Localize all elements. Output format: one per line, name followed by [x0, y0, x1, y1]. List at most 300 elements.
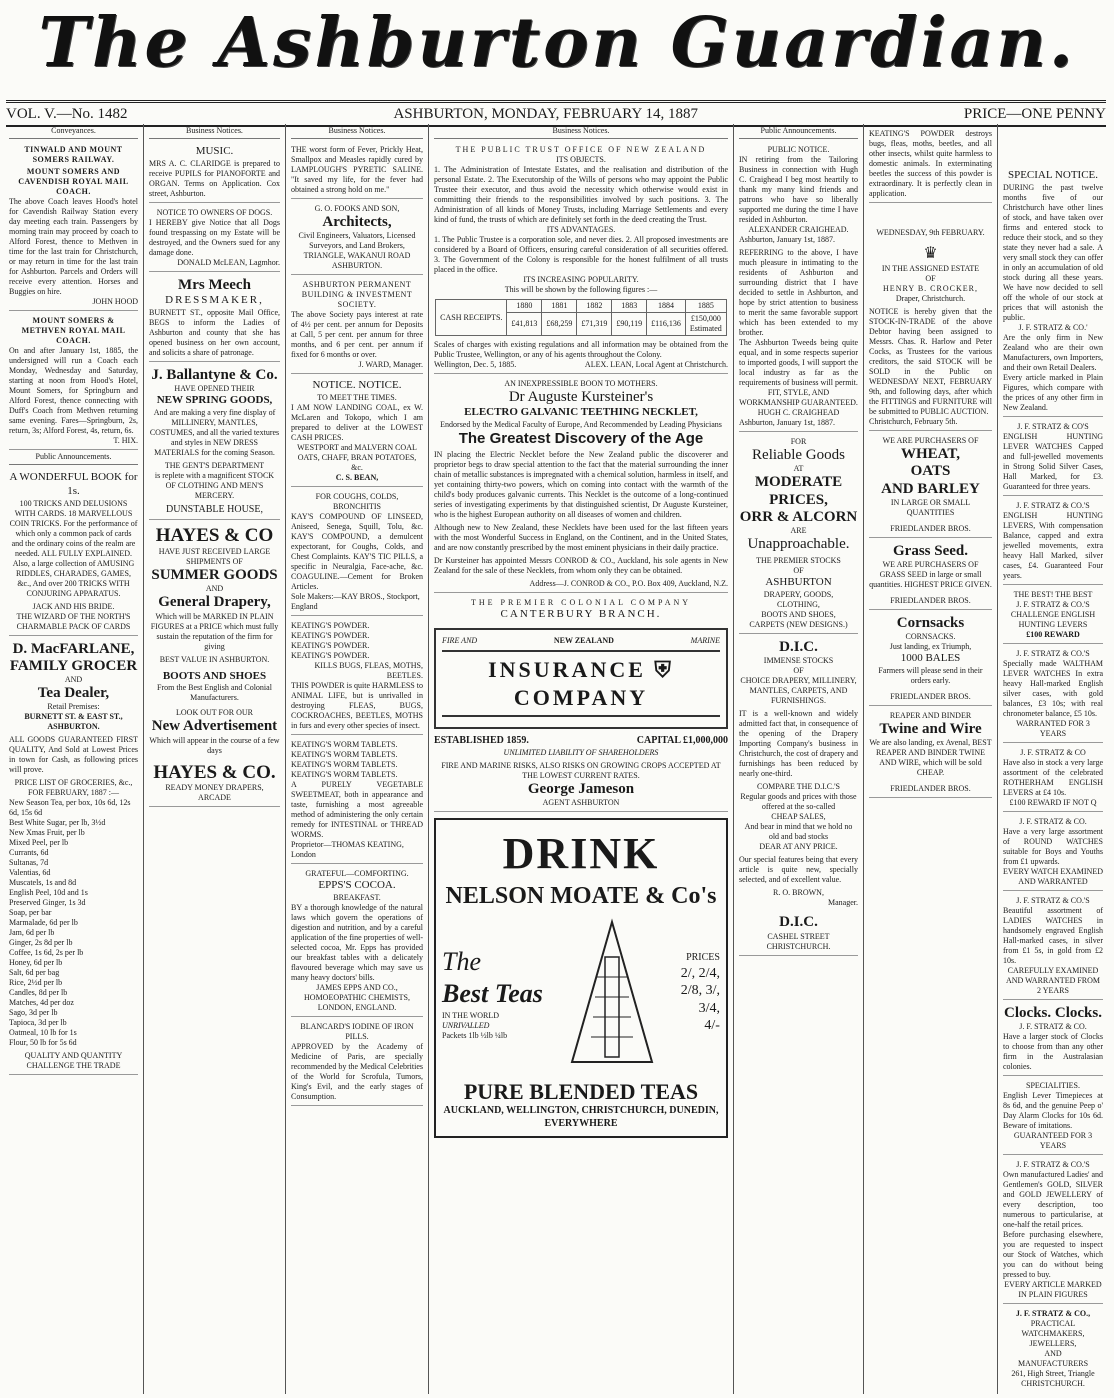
table-value: £116,136: [647, 313, 686, 336]
tea-everywhere: EVERYWHERE: [544, 1117, 618, 1129]
table-year: 1885: [685, 300, 726, 313]
tea-pure: PURE BLENDED TEAS: [463, 1078, 699, 1104]
coach-advert-2: [9, 313, 138, 450]
volume-number: VOL. V.—No. 1482: [6, 105, 128, 122]
advert-body: The above Coach leaves Hood's hotel for Cavendish Railway Station every day meeting each train. Passengers by morning train may proceed by coach to Alford Forest, thence to Methven in time for the last train for Christchurch, or may return in time for the last train for Ashburton. Parcels and Orders will receive every attention. Horses and Buggies on hire.: [9, 197, 138, 296]
dic-signature-role: Manager.: [828, 898, 858, 908]
advert-body-2: Although new to New Zealand, these Necklets have been used for the last fifteen years with the most Wonderful Success in England, on the Continent, and in the United States, and are now constantly prescribed by the most eminent physicians in their daily practice.: [434, 523, 728, 553]
price-line: Flour, 50 lb for 5s 6d: [9, 1038, 77, 1048]
dic-compare: COMPARE THE D.I.C.'S: [756, 782, 840, 792]
cocoa-advert: [291, 866, 423, 1017]
advert-title: REAPER AND BINDER: [889, 711, 972, 720]
saline-advert: THE worst form of Fever, Prickly Heat, Smallpox and Measles rapidly cured by LAMPLOUGH'S PYRETIC SALINE. "It saved my life, for the fever had obtained a strong hold on me.": [291, 142, 423, 199]
auction-date-2: Christchurch, February 5th.: [869, 417, 958, 426]
advert-signature: ALEX. LEAN, Local Agent at Christchurch.: [584, 360, 728, 369]
grain-wheat: WHEAT,: [900, 446, 961, 462]
advert-body: Beautiful assortment of LADIES WATCHES in handsomely engraved English Hall-marked cases, in silver from £1 5s, in gold from £2 10s.: [1003, 905, 1103, 965]
keatings-line: KEATING'S POWDER.: [291, 631, 370, 640]
advert-dept-body: is replete with a magnificent STOCK OF CLOTHING AND MEN'S MERCERY.: [154, 470, 275, 500]
stratz-rotherham: [1003, 745, 1103, 812]
advert-firm: ORR & ALCORN: [739, 508, 858, 525]
advert-body: 1. The Administration of Intestate Estates, and the realisation and distribution of the personal Estate. 2. The Executorship of the Wills of persons who may appoint the Public Trustee their executor, and thus avoid the necessity which otherwise would exist in committing their friends to the responsibilities involved by such positions. 3. The Administration of all kinds of Money Trusts, including Marriage Settlements and every kind of fund, the trusts of which are definitely set forth in the deed creating the Trust.: [434, 165, 728, 224]
advert-title: THE PUBLIC TRUST OFFICE OF NEW ZEALAND: [455, 145, 707, 154]
advert-signature-2: HUGH C. CRAIGHEAD: [757, 408, 840, 417]
advert-firm: J. F. STRATZ & CO.,: [1015, 1309, 1091, 1318]
price-line: Sago, 3d per lb: [9, 1008, 58, 1018]
advert-body: IN retiring from the Tailoring Business in connection with Hugh C. Craighead I beg most heartily to thank my many kind friends and patrons who have so liberally supported me during the time I have resided in Ashburton.: [739, 155, 858, 224]
advert-signature: C. S. BEAN,: [335, 473, 379, 482]
advert-signature: Address—J. CONROD & CO., P.O. Box 409, Auckland, N.Z.: [529, 579, 728, 589]
newspaper-title: The Ashburton Guardian.: [38, 3, 1076, 83]
advert-title: BLANCARD'S IODINE OF IRON PILLS.: [300, 1021, 414, 1041]
advert-body-2: Farmers will please send in their orders early.: [878, 666, 983, 685]
price-line: Marmalade, 6d per lb: [9, 918, 78, 928]
advert-title: PUBLIC NOTICE.: [767, 145, 830, 154]
price-line: Tapioca, 3d per lb: [9, 1018, 67, 1028]
advert-firm: J. F. STRATZ & CO.'S: [1016, 895, 1090, 905]
price-list-date: FOR FEBRUARY, 1887 :—: [28, 788, 119, 798]
hayes-sub: READY MONEY DRAPERS,: [165, 783, 264, 793]
advert-title: NOTICE TO OWNERS OF DOGS.: [156, 207, 273, 217]
advert-body: The above Society pays interest at rate of 4½ per cent. per annum for Deposits at Call, 5 per cent. per annum for three months, and 6 per cent. per annum if fixed for 6 months or over.: [291, 310, 423, 360]
advert-sub-3: ITS INCREASING POPULARITY.: [523, 275, 639, 284]
advert-signature: JAMES EPPS AND CO., HOMOEOPATHIC CHEMISTS, LONDON, ENGLAND.: [304, 982, 410, 1012]
grain-advert: [869, 433, 992, 538]
insurance-liability: UNLIMITED LIABILITY OF SHAREHOLDERS: [503, 747, 659, 757]
advert-house: DUNSTABLE HOUSE,: [166, 503, 263, 515]
insurance-agent-role: AGENT ASHBURTON: [542, 797, 620, 807]
advert-firm: FRIEDLANDER BROS.: [890, 596, 971, 605]
advert-body: IN placing the Electric Necklet before the New Zealand public the discoverer and proprietor begs to draw special attention to the fact that the material surrounding the inner chain of metallic substances is impregnated with a chemical solution, harmless in itself, and yet containing thirty-two powers, which on coming into contact with the warmth of the child's body produces galvanic currents. This Necklet is the outcome of a long-continued series of investigating experiments by that distinguished scientist, Dr Auguste Kursteiner, who is the highest European authority on all diseases of women and children.: [434, 450, 728, 520]
keatings-powder-advert: [291, 618, 423, 735]
tea-brand: NELSON MOATE & Co's: [445, 882, 717, 909]
advert-for: FOR: [790, 437, 807, 446]
table-value-note: Estimated: [689, 324, 722, 333]
advert-body: Specially made WALTHAM LEVER WATCHES In extra heavy Hall-marked English silver cases, with gold balances, £3 10s; with real chronometer balance, £5 10s.: [1003, 658, 1103, 718]
boots-title: BOOTS AND SHOES: [162, 669, 267, 682]
pagoda-icon: [567, 917, 657, 1070]
advert-footer-row: [434, 360, 728, 370]
advert-carpets: CARPETS (NEW DESIGNS.): [749, 620, 848, 629]
blancard-advert: [291, 1019, 423, 1106]
special-notice: [1003, 126, 1103, 417]
lookout-title: LOOK OUT FOR OUR: [176, 708, 253, 718]
dressmaker-advert: [149, 274, 280, 362]
advert-role: PRACTICAL WATCHMAKERS, JEWELLERS,: [1021, 1319, 1085, 1348]
advert-qty: 1000 BALES: [900, 652, 961, 665]
tea-the: The: [442, 946, 481, 976]
advert-subtitle: MOUNT SOMERS AND CAVENDISH ROYAL MAIL COACH.: [18, 167, 129, 196]
twine-advert: [869, 708, 992, 798]
stratz-address: [1003, 1306, 1103, 1392]
advert-date: Wellington, Dec. 5, 1885.: [434, 360, 517, 369]
tea-price: 3/4,: [698, 1000, 720, 1016]
column-7: [998, 124, 1108, 1394]
advert-title: J. F. STRATZ & CO.'S: [1016, 500, 1090, 510]
price-line: Coffee, 1s 6d, 2s per lb: [9, 948, 84, 958]
table-value: £71,319: [577, 313, 612, 336]
page-columns: [4, 124, 1108, 1394]
advert-body: THIS POWDER is quite HARMLESS to ANIMAL LIFE, but is unrivalled in destroying FLEAS, BUGS, COCKROACHES, BEETLES, MOTHS in furs and every other species of insect.: [291, 681, 423, 730]
emblem-marine: MARINE: [690, 636, 720, 645]
dic-street: CASHEL STREET: [767, 931, 830, 941]
coach-advert: [9, 142, 138, 311]
advert-body-3: The Ashburton Tweeds being quite equal, and in some respects superior to imported goods, I will support the local industry as far as the requirements of business will permit.: [739, 338, 858, 387]
worm-line: KEATING'S WORM TABLETS.: [291, 740, 398, 749]
table-value: [685, 313, 726, 336]
advert-title: THE BEST! THE BEST: [1013, 589, 1093, 599]
dic-advert: [739, 636, 858, 956]
table-year: 1881: [542, 300, 577, 313]
table-year: 1884: [647, 300, 686, 313]
auction-place: Draper, Christchurch.: [895, 294, 966, 303]
dic-cheap: CHEAP SALES,: [771, 812, 826, 822]
orr-alcorn-advert: [739, 434, 858, 634]
advert-signature: J. WARD, Manager.: [358, 360, 423, 370]
grain-firm: FRIEDLANDER BROS.: [890, 523, 971, 533]
advert-sub: HAVE OPENED THEIR: [174, 384, 255, 393]
music-advert: [149, 142, 280, 203]
advert-title: SPECIAL NOTICE.: [1007, 169, 1099, 181]
table-year: 1882: [577, 300, 612, 313]
advert-title: Clocks. Clocks.: [1004, 1004, 1102, 1021]
advert-line: FIT, STYLE, AND WORKMANSHIP GUARANTEED.: [739, 388, 858, 407]
table-year: 1883: [612, 300, 647, 313]
advert-body: Have also in stock a very large assortment of the celebrated ROTHERHAM ENGLISH LEVERS at £4 10s.: [1003, 757, 1103, 797]
advert-reliable: Reliable Goods: [752, 447, 845, 463]
table-value: £41,813: [507, 313, 542, 336]
necklet-advert: [434, 376, 728, 593]
price-line: New Season Tea, per box, 10s 6d, 12s 6d, 15s 6d: [9, 798, 131, 818]
advert-title: SPECIALITIES.: [1026, 1081, 1080, 1090]
advert-item: JACK AND HIS BRIDE.: [32, 601, 115, 611]
tea-price: 4/-: [704, 1018, 720, 1033]
cash-receipts-table: [435, 299, 727, 336]
keatings-advert: KEATING'S POWDER destroys bugs, fleas, moths, beetles, and all other insects, whilst quite harmless to domestic animals. In exterminating beetles the success of this powder is extraordinary. It is perfectly clean in application.: [869, 126, 992, 203]
price-line: Muscatels, 1s and 8d: [9, 878, 77, 888]
advert-product: ELECTRO GALVANIC TEETHING NECKLET,: [464, 406, 698, 419]
issue-price: PRICE—ONE PENNY: [963, 105, 1106, 122]
emblem-fire: FIRE AND: [442, 636, 478, 645]
auction-advert: [869, 205, 992, 431]
masthead: [0, 0, 1114, 86]
boots-body: From the Best English and Colonial Manufacturers.: [157, 683, 272, 703]
price-line: New Xmas Fruit, per lb: [9, 828, 85, 838]
advert-body: CHALLENGE ENGLISH HUNTING LEVERS: [1010, 609, 1096, 629]
stratz-watches-2: [1003, 498, 1103, 585]
advert-body-2: Before purchasing elsewhere, you are requested to inspect our Stock of Watches, which you can do without being pressed to buy.: [1003, 1230, 1103, 1279]
ballantyne-name: J. Ballantyne & Co.: [151, 366, 278, 383]
auction-body: NOTICE is hereby given that the STOCK-IN-TRADE of the above Debtor having been assigned to Messrs. Chas. R. Harlow and Peter Cocks, as Trustees for the various creditors, the said STOCK will be SOLD in the Public on WEDNESDAY NEXT, FEBRUARY 9th, and following days, after which the FITTINGS and FURNITURE will be submitted to PUBLIC AUCTION.: [869, 307, 992, 416]
advert-at: AT: [793, 464, 804, 474]
section-heading: Business Notices.: [434, 126, 728, 139]
issue-place-date: ASHBURTON, MONDAY, FEBRUARY 14, 1887: [393, 105, 699, 122]
advert-body: On and after January 1st, 1885, the undersigned will run a Coach each Monday, Wednesday and Saturday, starting at noon from Hood's Hotel, Mount Somers, for Springburn and Alford Forest, thence connecting with Duff's Coach from Methven returning same evening. Fares—Springburn, 2s, return, 3s; Alford Forest, 4s, return, 6s.: [9, 346, 138, 435]
column-3: [286, 124, 429, 1394]
hayes-name: HAYES & CO: [155, 525, 274, 547]
advert-endorse: Endorsed by the Medical Faculty of Europe, And Recommended by Leading Physicians: [440, 420, 722, 429]
advert-kicker: GRATEFUL—COMFORTING.: [305, 869, 409, 878]
section-heading: Business Notices.: [291, 126, 423, 139]
insurance-capital: CAPITAL £1,000,000: [636, 735, 728, 746]
insurance-emblem: [434, 628, 728, 729]
price-line: Salt, 6d per bag: [9, 968, 60, 978]
grocer-trade-2: Tea Dealer,: [37, 685, 110, 701]
keatings-line: KEATING'S POWDER.: [291, 621, 370, 630]
keatings-kills: KILLS BUGS, FLEAS, MOTHS, BEETLES.: [314, 661, 423, 680]
insurance-established: ESTABLISHED 1859.: [434, 735, 529, 746]
tea-prices-label: PRICES: [686, 952, 720, 963]
tea-price: 2/8, 3/,: [680, 983, 720, 998]
advert-body: I HEREBY give Notice that all Dogs found trespassing on my Estate will be destroyed, and the Owners sued for any damage done.: [149, 217, 280, 257]
advert-sub-2: ITS ADVANTAGES.: [546, 225, 616, 234]
price-line: Preserved Ginger, 1s 3d: [9, 898, 86, 908]
advert-sub: CORNSACKS.: [905, 632, 956, 642]
advert-title: EPPS'S COCOA.: [318, 879, 396, 891]
dic-name: D.I.C.: [779, 639, 818, 655]
dic-line: IMMENSE STOCKS: [763, 656, 834, 666]
tailoring-notice: [739, 142, 858, 432]
column-2: [144, 124, 286, 1394]
auction-of: OF: [925, 274, 936, 283]
advert-title: Grass Seed.: [893, 542, 968, 559]
advert-drapery: DRAPERY, GOODS,: [763, 590, 834, 599]
advert-headline: The Greatest Discovery of the Age: [458, 430, 704, 447]
grocer-name: D. MacFARLANE,: [12, 640, 135, 657]
advert-firm: FRIEDLANDER BROS.: [890, 692, 971, 701]
advert-body: DURING the past twelve months five of our Christchurch have other lines of stock, and have taken over firms and entered stock to reduce their stock, and so they state they never had a sale. A very small stock they can offer in only an accumulation of old stock during all these years. We have now decided to sell off the whole of our stock at prices that will astonish the public.: [1003, 182, 1103, 322]
worm-line: KEATING'S WORM TABLETS.: [291, 760, 398, 769]
grocer-address: BURNETT ST. & EAST ST., ASHBURTON.: [24, 712, 123, 732]
grocer-body: ALL GOODS GUARANTEED FIRST QUALITY, And Sold at Lowest Prices in town for Cash, as following prices will prove.: [9, 735, 138, 775]
advert-and: AND: [205, 584, 224, 594]
advert-title: THE PREMIER COLONIAL COMPANY: [470, 598, 692, 608]
dic-city: CHRISTCHURCH.: [766, 941, 831, 951]
column-4: [429, 124, 734, 1394]
price-line: Honey, 6d per lb: [9, 958, 63, 968]
advert-body: BY a thorough knowledge of the natural laws which govern the operations of digestion and nutrition, and by a careful application of the fine properties of well-selected cocoa, Mr. Epps has provided our breakfast tables with a delicately flavoured beverage which may save us many heavy doctors' bills.: [291, 902, 423, 982]
book-advert: [9, 468, 138, 636]
advert-clothing: CLOTHING,: [777, 600, 820, 609]
advert-body: Just landing, ex Triumph,: [889, 642, 972, 652]
advert-boots: BOOTS AND SHOES,: [761, 610, 836, 619]
advert-branch: CANTERBURY BRANCH.: [500, 608, 662, 621]
grocer-trade: FAMILY GROCER: [9, 657, 138, 674]
stratz-watches-1: [1003, 419, 1103, 496]
tea-prices: [681, 952, 720, 1035]
advert-headline: SUMMER GOODS: [151, 567, 278, 584]
tea-best: Best Teas: [442, 979, 543, 1009]
advert-signature: JOHN HOOD: [92, 297, 138, 306]
dic-body: IT is a well-known and widely admitted fact that, in consequence of the opening of the Drapery Importing Company's business in Christchurch, the cost of drapery and furnishings has been reduced by nearly one-third.: [739, 709, 858, 779]
advert-body: English Lever Timepieces at 8s 6d, and the genuine Peep o' Day Alarm Clocks for 10s 6d. Beware of imitations.: [1003, 1091, 1103, 1130]
advert-headline-2: General Drapery,: [158, 594, 271, 611]
grocer-premises: Retail Premises:: [47, 702, 100, 712]
column-6: [864, 124, 998, 1394]
advert-date: Ashburton, January 1st, 1887.: [739, 235, 835, 244]
stratz-clocks: [1003, 1002, 1103, 1076]
advert-title: MUSIC.: [195, 145, 234, 157]
price-line: Matches, 4d per doz: [9, 998, 74, 1008]
kays-advert: [291, 489, 423, 616]
stratz-specialities: [1003, 1078, 1103, 1155]
building-society-advert: [291, 277, 423, 374]
public-trust-advert: [434, 142, 728, 374]
lookout-body: Which will appear in the course of a few days: [149, 735, 280, 755]
advert-body-2: WESTPORT and MALVERN COAL OATS, CHAFF, BRAN POTATOES, &c.: [297, 443, 417, 472]
advert-body-2: Are the only firm in New Zealand who are their own Manufacturers, own Importers, and their own Retail Dealers.: [1003, 332, 1103, 372]
advert-title: WE ARE PURCHASERS OF: [882, 436, 979, 445]
emblem-top-row: [442, 636, 720, 646]
grain-qty: IN LARGE OR SMALL QUANTITIES: [890, 497, 971, 517]
tea-price: 2/, 2/4,: [680, 965, 720, 981]
advert-city: CHRISTCHURCH.: [1021, 1379, 1085, 1388]
advert-reward: £100 REWARD: [1026, 629, 1080, 639]
advert-title: MOUNT SOMERS & METHVEN ROYAL MAIL COACH.: [21, 316, 126, 345]
stratz-jewellery: [1003, 1157, 1103, 1304]
stratz-round-watches: [1003, 814, 1103, 891]
price-list-heading: PRICE LIST OF GROCERIES, &c.,: [14, 778, 133, 788]
dateline: [6, 100, 1106, 127]
emblem-insurance-company: [442, 650, 720, 717]
tea-left: [442, 946, 543, 1041]
advert-firm: J. F. STRATZ & CO.'S: [1016, 648, 1090, 658]
advert-body: And are making a very fine display of MILLINERY, MANTLES, COSTUMES, and all the varied textures and styles in NEW DRESS MATERIALS for the coming Season.: [149, 407, 280, 457]
emblem-word-2: COMPANY: [513, 684, 649, 710]
advert-item: THE WIZARD OF THE NORTH'S CHARMABLE PACK OF CARDS: [16, 611, 131, 631]
column-5: [734, 124, 864, 1394]
architects-trade: Architects,: [322, 214, 392, 230]
tea-cities: AUCKLAND, WELLINGTON, CHRISTCHURCH, DUNEDIN,: [443, 1105, 719, 1117]
advert-title: NOTICE. NOTICE.: [312, 379, 402, 392]
grain-oats: OATS: [910, 463, 951, 480]
price-line: Currants, 6d: [9, 848, 49, 858]
advert-body: ENGLISH HUNTING LEVERS, With compensation Balance, capped and extra jewelled movements, extra heavy Hall Marked, silver cases, £4. Guaranteed Four years.: [1003, 510, 1103, 580]
architects-name: G. O. FOOKS AND SON,: [314, 204, 400, 213]
section-heading: Public Announcements.: [739, 126, 858, 139]
advert-signature: DONALD McLEAN, Lagmhor.: [177, 257, 280, 267]
dic-cheap-body: And bear in mind that we hold no old and bad stocks: [744, 822, 853, 842]
keatings-line: KEATING'S POWDER.: [291, 641, 370, 650]
price-list: [9, 798, 138, 1048]
price-line: Sultanas, 7d: [9, 858, 49, 868]
advert-body: ENGLISH HUNTING LEVER WATCHES Capped and full-jewelled movements in Strong Solid Silver Cases, Hall Marked, for £3. Guaranteed for three years.: [1003, 431, 1103, 491]
price-line: Soap, per bar: [9, 908, 52, 918]
table-value: £68,259: [542, 313, 577, 336]
hayes-advert: [149, 522, 280, 807]
dic-of: OF: [793, 666, 804, 676]
advert-body: KAY'S COMPOUND OF LINSEED, Aniseed, Senega, Squill, Tolu, &c. KAY'S COMPOUND, a demulcent expectorant, for Coughs, Colds, and Chest Complaints. KAY'S TIC PILLS, a specific in Neuralgia, Face-ache, &c. COAGULINE.—Cement for Broken Articles.: [291, 512, 423, 591]
tea-advert: [434, 818, 728, 1139]
dic-compare-body: Regular goods and prices with those offered at the so-called: [740, 792, 857, 812]
table-value-text: £150,000: [690, 314, 721, 323]
advert-body-2: 1. The Public Trustee is a corporation sole, and never dies. 2. All proposed investments are considered by a Board of Officers, ensuring careful consideration of all securities offered. 3. The Government of the Colony is responsible for the honest fulfilment of all trusts placed in the office.: [434, 235, 728, 274]
price-line: Ginger, 2s 8d per lb: [9, 938, 73, 948]
tea-unrivalled: UNRIVALLED: [442, 1020, 490, 1030]
advert-body: Own manufactured Ladies' and Gentlemen's GOLD, SILVER and GOLD JEWELLERY of every description, too numerous to particularise, at one-half the retail prices.: [1003, 1170, 1103, 1229]
price-line: Candles, 8d per lb: [9, 988, 68, 998]
dic-dear: DEAR AT ANY PRICE.: [759, 842, 838, 852]
advert-reward: £100 REWARD IF NOT Q: [1009, 797, 1097, 807]
advert-and: AND: [1044, 1349, 1062, 1358]
shield-icon: ⛨: [654, 657, 674, 682]
table-value: £90,119: [612, 313, 647, 336]
dressmaker-trade: DRESSMAKER,: [165, 294, 264, 306]
advert-signature: J. F. STRATZ & CO.': [1018, 322, 1088, 332]
advert-body: FIRE AND MARINE RISKS, ALSO RISKS ON GROWING CROPS ACCEPTED AT THE LOWEST CURRENT RATES.: [441, 760, 721, 780]
advert-title: Cornsacks: [896, 615, 965, 631]
architects-body: Civil Engineers, Valuators, Licensed Surveyors, and Land Brokers, TRIANGLE, WAKANUI ROAD ASHBURTON.: [298, 231, 416, 271]
advert-firm: J. F. STRATZ & CO.: [1019, 1022, 1087, 1031]
hayes-name-2: HAYES & CO.: [153, 761, 276, 783]
section-heading: Public Announcements.: [9, 452, 138, 465]
price-line: Rice, 2½d per lb: [9, 978, 63, 988]
price-line: English Peel, 10d and 1s: [9, 888, 88, 898]
stratz-ladies-watches: [1003, 893, 1103, 1000]
insurance-facts-row: [434, 735, 728, 748]
tea-packets: Packets 1lb ½lb ¼lb: [442, 1030, 508, 1040]
advert-of: OF: [793, 566, 804, 576]
price-line: Oatmeal, 10 lb for 1s: [9, 1028, 77, 1038]
advert-dept: THE GENT'S DEPARTMENT: [164, 460, 265, 470]
advert-signature: T. HIX.: [113, 436, 138, 445]
section-heading: Conveyances.: [9, 126, 138, 139]
advert-title: A WONDERFUL BOOK for 1s.: [9, 471, 138, 497]
worm-tablets-advert: [291, 737, 423, 864]
advert-body: MRS A. C. CLARIDGE is prepared to receive PUPILS for PIANOFORTE and ORGAN. Terms on Application. Cox street, Ashburton.: [149, 158, 280, 198]
dic-items: CHOICE DRAPERY, MILLINERY, MANTLES, CARPETS, AND FURNISHINGS.: [740, 676, 857, 706]
price-line: Best White Sugar, per lb, 3½d: [9, 818, 106, 828]
worm-line: KEATING'S WORM TABLETS.: [291, 770, 398, 779]
auction-name: HENRY B. CROCKER,: [883, 284, 978, 293]
architects-advert: [291, 201, 423, 275]
advert-title: TINWALD AND MOUNT SOMERS RAILWAY.: [24, 145, 123, 164]
price-line: Jam, 6d per lb: [9, 928, 55, 938]
advert-body: Have a larger stock of Clocks to choose from than any other firm in the Australasian colonies.: [1003, 1032, 1103, 1071]
crest-icon: ♛: [923, 245, 938, 262]
advert-signature: ALEXANDER CRAIGHEAD.: [748, 225, 849, 234]
price-line: Valentias, 6d: [9, 868, 51, 878]
advert-body-2: Which will be MARKED IN PLAIN FIGURES at a PRICE which must fully sustain the reputation of the firm for giving: [150, 611, 279, 651]
advert-address: 261, High Street, Triangle: [1011, 1369, 1095, 1378]
advert-body: Have a very large assortment of ROUND WATCHES suitable for Boys and Youths from £1 upwards.: [1003, 826, 1103, 866]
ballantyne-advert: [149, 364, 280, 521]
advert-body: A PURELY VEGETABLE SWEETMEAT, both in appearance and taste, furnishing a most agreeable method of administering the only certain remedy for INTESTINAL or THREAD WORMS.: [291, 780, 423, 839]
lookout-headline: New Advertisement: [151, 718, 278, 735]
dogs-notice: [149, 205, 280, 272]
column-1: [4, 124, 144, 1394]
advert-kicker: AN INEXPRESSIBLE BOON TO MOTHERS.: [504, 379, 658, 388]
advert-unapproachable: Unapproachable.: [747, 536, 850, 552]
table-year: 1880: [507, 300, 542, 313]
advert-best: BEST VALUE IN ASHBURTON.: [159, 654, 270, 664]
insurance-agent: George Jameson: [527, 780, 635, 797]
grocer-advert: [9, 638, 138, 1076]
dressmaker-name: Mrs Meech: [178, 276, 251, 293]
price-line: Mixed Peel, per lb: [9, 838, 69, 848]
worm-line: KEATING'S WORM TABLETS.: [291, 750, 398, 759]
advert-name: Dr Auguste Kursteiner's: [508, 389, 654, 405]
grain-barley: AND BARLEY: [881, 480, 980, 497]
advert-body: 100 TRICKS AND DELUSIONS WITH CARDS. 18 MARVELLOUS COIN TRICKS. For the performance of which only a common pack of cards and the ordinary coins of the realm are needed. ALL FULLY EXPLAINED. Also, a large collection of AMUSING RIDDLES, CHARADES, GAMES, &c., And over 200 TRICKS WITH CONJURING APPARATUS.: [9, 498, 138, 598]
advert-firm: FRIEDLANDER BROS.: [890, 784, 971, 794]
advert-body-3: Dr Kursteiner has appointed Messrs CONROD & CO., Auckland, his sole agents in New Zealand for the sale of these Necklets, from whom only they can be obtained.: [434, 556, 728, 576]
advert-sub: TO MEET THE TIMES.: [317, 393, 397, 402]
advert-body: We are also landing, ex Avenal, BEST REAPER AND BINDER TWINE AND WIRE, which will be sold CHEAP.: [869, 738, 992, 778]
cornsacks-advert: [869, 612, 992, 706]
auction-estate: IN THE ASSIGNED ESTATE: [881, 264, 980, 273]
stratz-waltham: [1003, 646, 1103, 743]
